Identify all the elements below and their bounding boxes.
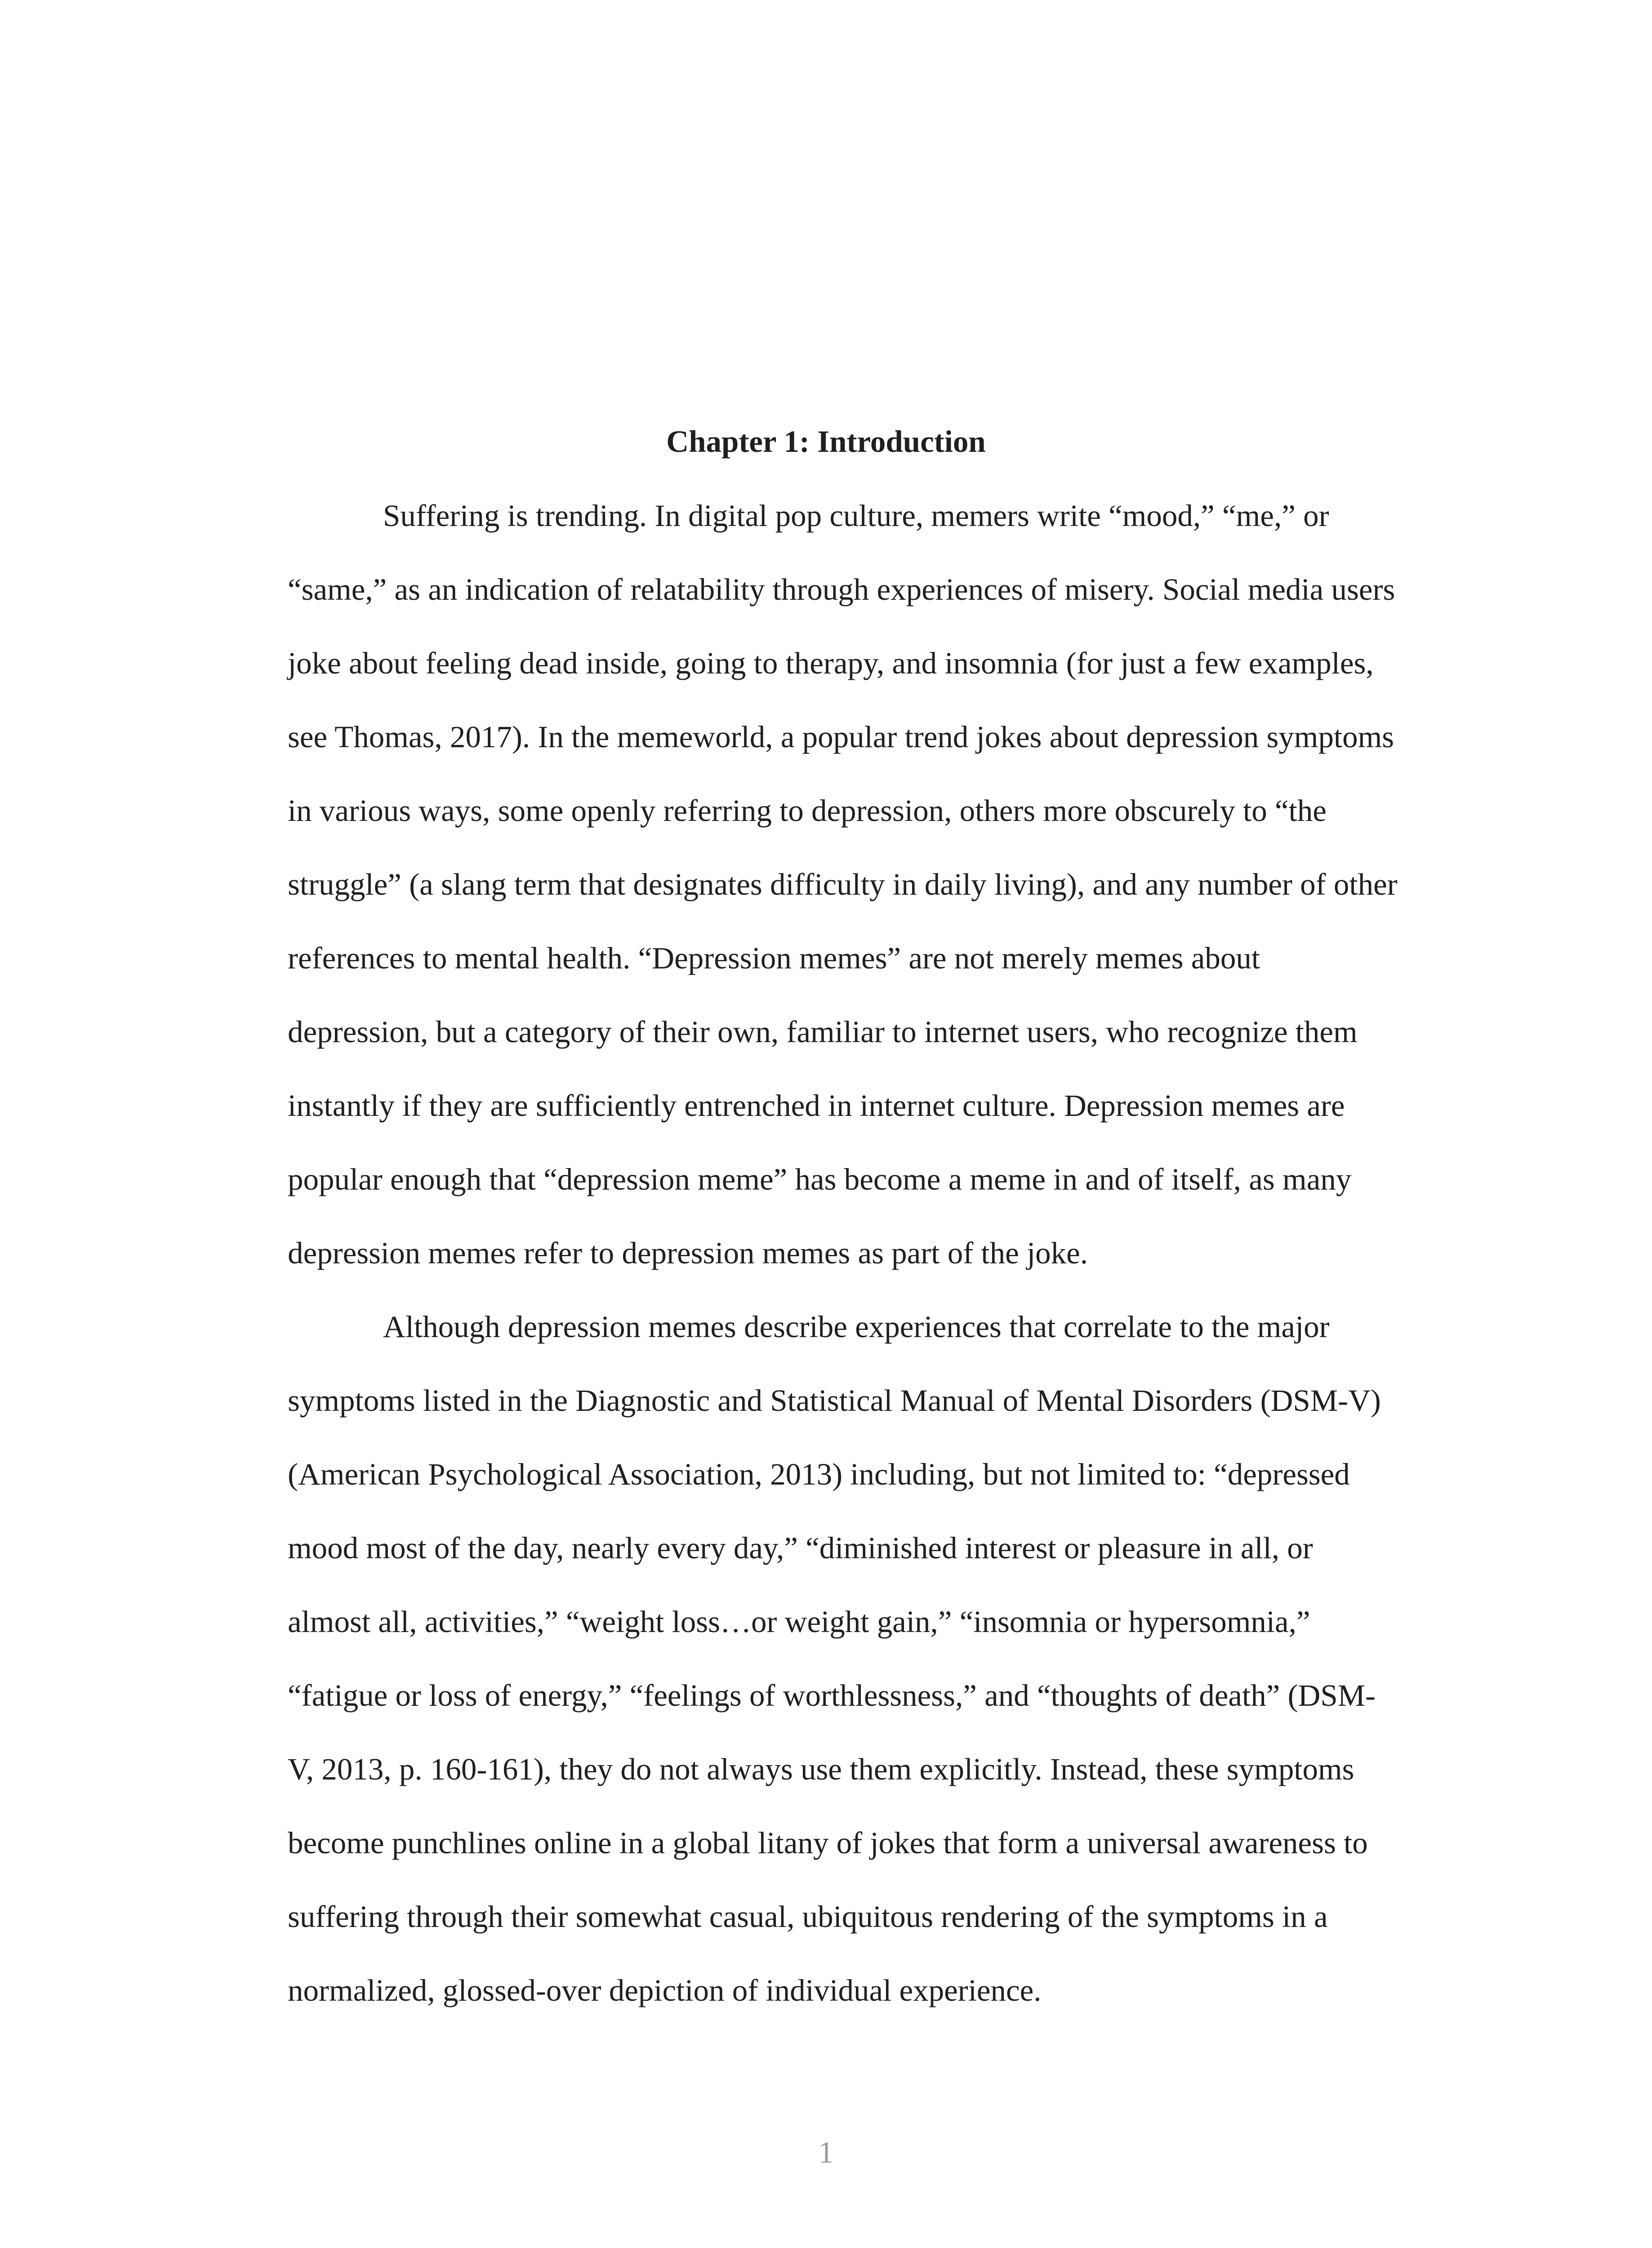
paragraph-2-line-4: mood most of the day, nearly every day,” “diminished interest or pleasure in all, or	[288, 1531, 1313, 1565]
paragraph-2-line-5: almost all, activities,” “weight loss…or weight gain,” “insomnia or hypersomnia,”	[288, 1605, 1310, 1639]
page-number: 1	[818, 2135, 834, 2169]
paragraph-1-line-4: see Thomas, 2017). In the memeworld, a popular trend jokes about depression symptoms	[288, 720, 1394, 754]
paragraph-1-line-9: instantly if they are sufficiently entrenched in internet culture. Depression memes are	[288, 1088, 1345, 1123]
paragraph-1-line-1: Suffering is trending. In digital pop culture, memers write “mood,” “me,” or	[383, 499, 1329, 533]
paragraph-2-line-6: “fatigue or loss of energy,” “feelings of worthlessness,” and “thoughts of death” (DSM-	[288, 1678, 1376, 1713]
paragraph-2-line-1: Although depression memes describe experiences that correlate to the major	[383, 1310, 1330, 1344]
paragraph-2-line-8: become punchlines online in a global litany of jokes that form a universal awareness to	[288, 1826, 1368, 1860]
paragraph-2-line-2: symptoms listed in the Diagnostic and Statistical Manual of Mental Disorders (DSM-V)	[288, 1383, 1381, 1418]
paragraph-1-line-2: “same,” as an indication of relatability through experiences of misery. Social media users	[288, 572, 1395, 607]
paragraph-1-line-11: depression memes refer to depression memes as part of the joke.	[288, 1236, 1088, 1270]
paragraph-1-line-6: struggle” (a slang term that designates difficulty in daily living), and any number of other	[288, 867, 1398, 901]
paragraph-2-line-3: (American Psychological Association, 2013) including, but not limited to: “depressed	[288, 1457, 1350, 1491]
paragraph-1-line-8: depression, but a category of their own, familiar to internet users, who recognize them	[288, 1015, 1358, 1049]
paragraph-1-line-10: popular enough that “depression meme” has become a meme in and of itself, as many	[288, 1162, 1352, 1196]
paragraph-2-line-10: normalized, glossed-over depiction of individual experience.	[288, 1973, 1042, 2007]
paragraph-1-line-5: in various ways, some openly referring to depression, others more obscurely to “the	[288, 794, 1327, 828]
paragraph-2-line-7: V, 2013, p. 160-161), they do not always use them explicitly. Instead, these symptoms	[288, 1752, 1354, 1786]
chapter-title: Chapter 1: Introduction	[666, 424, 986, 459]
paragraph-2-line-9: suffering through their somewhat casual, ubiquitous rendering of the symptoms in a	[288, 1900, 1328, 1934]
paragraph-1-line-7: references to mental health. “Depression memes” are not merely memes about	[288, 941, 1260, 975]
paragraph-1-line-3: joke about feeling dead inside, going to therapy, and insomnia (for just a few examples,	[288, 646, 1374, 680]
